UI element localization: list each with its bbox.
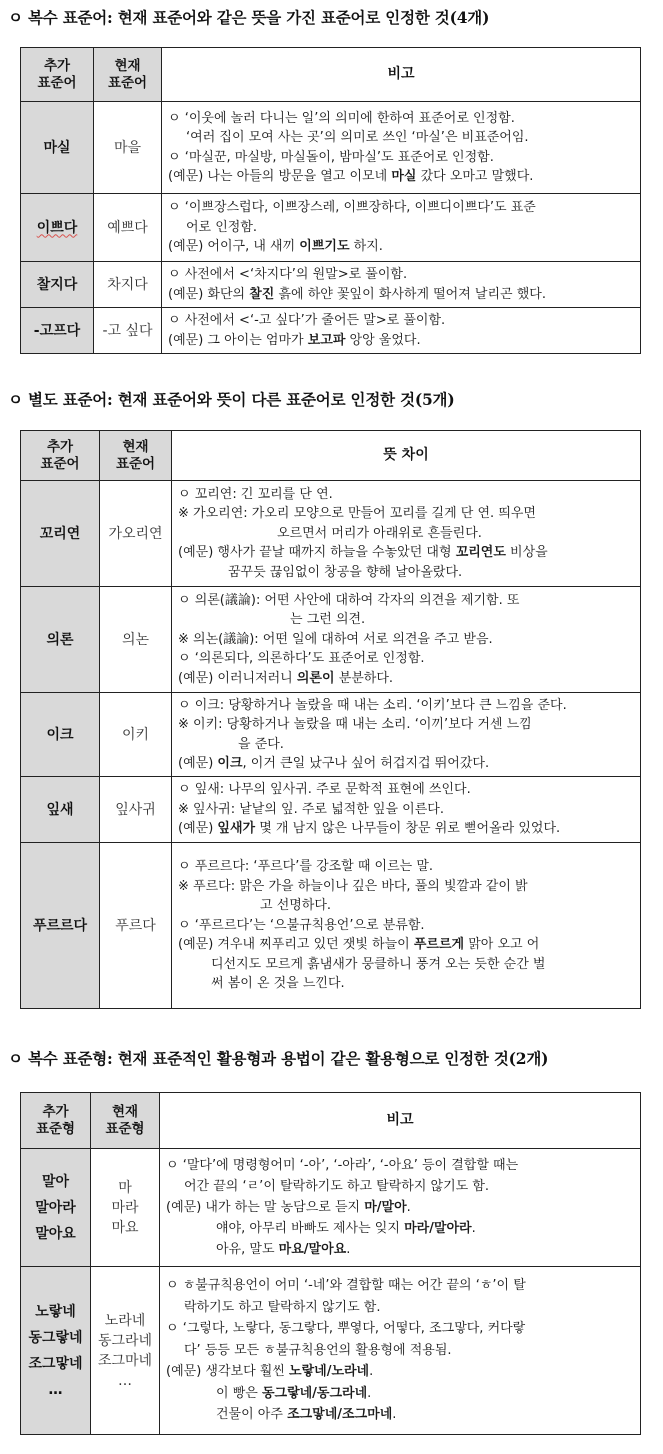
section1-title: ㅇ 복수 표준어: 현재 표준어와 같은 뜻을 가진 표준어로 인정한 것(4개) bbox=[8, 8, 490, 27]
example-line bbox=[178, 669, 634, 689]
note-line: 다’ 등등 모든 ㅎ불규칙용언의 활용형에 적용됨. bbox=[184, 1342, 452, 1358]
header-current bbox=[91, 1093, 160, 1149]
example-keyword: 보고파 bbox=[307, 332, 346, 348]
note-line: ㅇ ‘말다’에 명령형어미 ‘-아’, ‘-아라’, ‘-아요’ 등이 결합할 때는 bbox=[166, 1158, 519, 1173]
table-row bbox=[21, 587, 641, 693]
note-line: ㅇ ‘의론되다, 의론하다’도 표준어로 인정함. bbox=[178, 651, 425, 667]
current-word bbox=[91, 1267, 160, 1435]
note-line: ㅇ 잎새: 나무의 잎사귀. 주로 문학적 표현에 쓰인다. bbox=[178, 782, 471, 798]
section3-title: ㅇ 복수 표준형: 현재 표준적인 활용형과 용법이 같은 활용형으로 인정한 것(2개) bbox=[8, 1049, 549, 1068]
current-word: 차지다 bbox=[94, 262, 162, 308]
added-word bbox=[21, 194, 94, 262]
example-text: 몇 개 남지 않은 나무들이 창문 위로 뻗어올라 있었다. bbox=[255, 821, 561, 837]
note-line: ㅇ 사전에서 <‘차지다’의 원말>로 풀이함. bbox=[168, 267, 408, 282]
note-line: ㅇ 사전에서 <‘-고 싶다’가 줄어든 말>로 풀이함. bbox=[168, 313, 446, 328]
header-current-text: 현재 표준형 bbox=[105, 1103, 145, 1137]
example-text: . bbox=[367, 1385, 372, 1401]
note-cell bbox=[162, 194, 641, 262]
example-text: . bbox=[369, 1364, 374, 1380]
example-text: 얘야, 아무리 바빠도 제사는 잊지 bbox=[216, 1221, 405, 1236]
note-line: 오르면서 머리가 아래위로 흔들린다. bbox=[277, 525, 482, 541]
note-line: ㅇ ‘푸르르다’는 ‘으불규칙용언’으로 분류함. bbox=[178, 917, 425, 933]
example-text: (예문) 이러니저러니 bbox=[178, 670, 297, 686]
note-line: ㅇ 의론(議論): 어떤 사안에 대하여 각자의 의견을 제기함. 또 bbox=[178, 592, 520, 608]
header-note bbox=[162, 48, 641, 102]
note-line: 고 선명하다. bbox=[260, 898, 332, 914]
table-row bbox=[21, 843, 641, 1009]
added-word: 의론 bbox=[21, 587, 100, 693]
table-row bbox=[21, 308, 641, 354]
note-line: 꿈꾸듯 끊임없이 창공을 향해 날아올랐다. bbox=[228, 564, 463, 580]
example-line bbox=[178, 935, 634, 955]
example-line bbox=[166, 1383, 634, 1405]
current-word: 이키 bbox=[100, 693, 172, 777]
current-word bbox=[91, 1149, 160, 1267]
table-row bbox=[21, 1149, 641, 1267]
added-word bbox=[21, 1267, 91, 1435]
header-added bbox=[21, 1093, 91, 1149]
header-added bbox=[21, 431, 100, 481]
table-row bbox=[21, 1267, 641, 1435]
note-line: 디선지도 모르게 흙냄새가 뭉클하니 풍겨 오는 듯한 순간 벌 bbox=[211, 956, 546, 972]
header-note-text: 뜻 차이 bbox=[383, 447, 429, 463]
section2-table bbox=[20, 430, 641, 1009]
example-text: . bbox=[406, 1200, 411, 1215]
example-text: 비상을 bbox=[505, 545, 548, 561]
note-cell bbox=[162, 102, 641, 194]
note-line: 을 준다. bbox=[238, 736, 284, 752]
note-cell bbox=[172, 693, 641, 777]
example-text: (예문) 생각보다 훨씬 bbox=[166, 1364, 290, 1380]
header-current bbox=[100, 431, 172, 481]
example-text: . bbox=[392, 1407, 397, 1423]
note-line: ㅇ ㅎ불규칙용언이 어미 ‘-네’와 결합할 때는 어간 끝의 ‘ㅎ’이 탈 bbox=[166, 1278, 526, 1294]
header-added-text: 추가 표준어 bbox=[37, 57, 77, 91]
example-text: (예문) 화단의 bbox=[168, 286, 250, 302]
example-line bbox=[168, 237, 634, 257]
example-keyword: 동그랗네/동그라네 bbox=[261, 1385, 368, 1401]
added-word: 잎새 bbox=[21, 777, 100, 843]
example-text: (예문) 겨우내 찌푸리고 있던 잿빛 하늘이 bbox=[178, 937, 414, 953]
note-line: ※ 푸르다: 맑은 가을 하늘이나 깊은 바다, 풀의 빛깔과 같이 밝 bbox=[178, 878, 528, 894]
header-note bbox=[172, 431, 641, 481]
example-keyword: 잎새가 bbox=[217, 821, 256, 837]
note-cell bbox=[172, 777, 641, 843]
header-current-text: 현재 표준어 bbox=[107, 57, 148, 91]
header-note-text: 비고 bbox=[387, 66, 415, 82]
example-text: 갔다 오마고 말했다. bbox=[416, 169, 534, 184]
current-word-text: 노라네 동그라네 조그마네 … bbox=[97, 1312, 153, 1389]
example-keyword: 의론이 bbox=[296, 670, 335, 686]
example-text: (예문) bbox=[178, 821, 218, 837]
table-row bbox=[21, 194, 641, 262]
added-word: 찰지다 bbox=[21, 262, 94, 308]
example-keyword: 찰진 bbox=[249, 286, 275, 302]
example-keyword: 조그맣네/조그마네 bbox=[287, 1407, 393, 1423]
note-line: ‘여러 집이 모여 사는 곳’의 의미로 쓰인 ‘마실’은 비표준어임. bbox=[186, 130, 529, 145]
example-text: 분분하다. bbox=[334, 670, 394, 686]
example-keyword: 마실 bbox=[391, 169, 417, 184]
example-text: 아유, 말도 bbox=[216, 1242, 279, 1257]
example-line bbox=[166, 1197, 634, 1218]
example-text: (예문) 그 아이는 엄마가 bbox=[168, 332, 308, 348]
example-line bbox=[168, 331, 634, 351]
table-row bbox=[21, 693, 641, 777]
example-text: (예문) 내가 하는 말 농담으로 듣지 bbox=[166, 1200, 365, 1215]
section2-title: ㅇ 별도 표준어: 현재 표준어와 뜻이 다른 표준어로 인정한 것(5개) bbox=[8, 390, 455, 409]
example-text: (예문) 나는 아들의 방문을 열고 이모네 bbox=[168, 169, 392, 184]
current-word: 의논 bbox=[100, 587, 172, 693]
header-note-text: 비고 bbox=[386, 1112, 414, 1128]
example-keyword: 꼬리연도 bbox=[455, 545, 506, 561]
example-line bbox=[178, 754, 634, 774]
header-current-text: 현재 표준어 bbox=[115, 438, 156, 472]
example-text: 하지. bbox=[349, 239, 383, 255]
added-word: 꼬리연 bbox=[21, 481, 100, 587]
example-keyword: 이쁘기도 bbox=[299, 239, 350, 255]
note-line: ※ 잎사귀: 낱낱의 잎. 주로 넓적한 잎을 이른다. bbox=[178, 801, 444, 817]
note-cell bbox=[162, 262, 641, 308]
table-row bbox=[21, 481, 641, 587]
note-line: ㅇ 푸르르다: ‘푸르다’를 강조할 때 이르는 말. bbox=[178, 859, 434, 875]
table-row bbox=[21, 777, 641, 843]
note-line: ㅇ ‘마실꾼, 마실방, 마실돌이, 밤마실’도 표준어로 인정함. bbox=[168, 149, 494, 165]
example-line bbox=[178, 543, 634, 563]
example-text: (예문) 행사가 끝날 때까지 하늘을 수놓았던 대형 bbox=[178, 545, 456, 561]
header-note bbox=[160, 1093, 641, 1149]
added-word-text: 이쁘다 bbox=[36, 219, 78, 236]
note-line: 어로 인정함. bbox=[186, 219, 258, 235]
example-keyword: 푸르르게 bbox=[413, 937, 465, 953]
current-word: 마을 bbox=[94, 102, 162, 194]
example-text: (예문) bbox=[178, 756, 218, 771]
example-line bbox=[166, 1218, 634, 1239]
current-word: 푸르다 bbox=[100, 843, 172, 1009]
header-current bbox=[94, 48, 162, 102]
note-line: 어간 끝의 ‘ㄹ’이 탈락하기도 하고 탈락하지 않기도 함. bbox=[184, 1179, 490, 1194]
example-text: , 이거 큰일 났구나 싶어 허겁지겁 뛰어갔다. bbox=[242, 756, 490, 771]
example-text: . bbox=[471, 1221, 476, 1236]
note-cell bbox=[172, 481, 641, 587]
note-line: ※ 의논(議論): 어떤 일에 대하여 서로 의견을 주고 받음. bbox=[178, 631, 493, 647]
added-word-text: 노랗네 동그랗네 조그맣네 … bbox=[28, 1303, 83, 1398]
example-text: (예문) 어이구, 내 새끼 bbox=[168, 239, 300, 255]
current-word: 가오리연 bbox=[100, 481, 172, 587]
current-word: -고 싶다 bbox=[94, 308, 162, 354]
note-cell bbox=[172, 587, 641, 693]
note-cell bbox=[162, 308, 641, 354]
example-line bbox=[168, 285, 634, 305]
example-keyword: 마요/말아요 bbox=[278, 1242, 347, 1257]
example-text: 흙에 하얀 꽃잎이 화사하게 떨어져 날리곤 했다. bbox=[274, 286, 546, 302]
table-row bbox=[21, 262, 641, 308]
example-text: 이 빵은 bbox=[216, 1385, 262, 1401]
note-line: ㅇ ‘이쁘장스럽다, 이쁘장스레, 이쁘장하다, 이쁘디이쁘다’도 표준 bbox=[168, 200, 536, 216]
example-keyword: 노랗네/노라네 bbox=[289, 1364, 370, 1380]
added-word-text: 말아 말아라 말아요 bbox=[35, 1173, 76, 1242]
note-line: ※ 가오리연: 가오리 모양으로 만들어 꼬리를 길게 단 연. 띄우면 bbox=[178, 506, 536, 522]
note-line: ㅇ ‘그렇다, 노랗다, 동그랗다, 뿌옇다, 어떻다, 조그맣다, 커다랗 bbox=[166, 1321, 526, 1337]
section3-table bbox=[20, 1092, 641, 1435]
example-line bbox=[178, 819, 634, 839]
note-cell bbox=[160, 1149, 641, 1267]
example-line bbox=[166, 1361, 634, 1383]
note-line: 락하기도 하고 탈락하지 않기도 함. bbox=[184, 1299, 381, 1315]
header-added bbox=[21, 48, 94, 102]
added-word: 푸르르다 bbox=[21, 843, 100, 1009]
section1-table bbox=[20, 47, 641, 354]
example-text: 앙앙 울었다. bbox=[345, 332, 421, 348]
example-text: 맑아 오고 어 bbox=[464, 937, 540, 953]
note-line: ㅇ 이크: 당황하거나 놀랐을 때 내는 소리. ‘이키’보다 큰 느낌을 준다. bbox=[178, 697, 567, 713]
added-word: 마실 bbox=[21, 102, 94, 194]
example-keyword: 이크 bbox=[217, 756, 243, 771]
current-word-text: 마 마라 마요 bbox=[111, 1179, 139, 1236]
example-line bbox=[166, 1239, 634, 1260]
current-word: 예쁘다 bbox=[94, 194, 162, 262]
example-text: 건물이 아주 bbox=[216, 1407, 288, 1423]
note-line: 는 그런 의견. bbox=[290, 612, 366, 628]
added-word bbox=[21, 1149, 91, 1267]
example-text: . bbox=[346, 1242, 351, 1257]
note-line: ※ 이키: 당황하거나 놀랐을 때 내는 소리. ‘이끼’보다 거센 느낌 bbox=[178, 717, 532, 732]
added-word: -고프다 bbox=[21, 308, 94, 354]
note-cell bbox=[172, 843, 641, 1009]
current-word: 잎사귀 bbox=[100, 777, 172, 843]
note-cell bbox=[160, 1267, 641, 1435]
example-line bbox=[166, 1404, 634, 1426]
example-keyword: 마라/말아라 bbox=[404, 1221, 472, 1236]
header-added-text: 추가 표준어 bbox=[40, 438, 80, 472]
added-word: 이크 bbox=[21, 693, 100, 777]
example-keyword: 마/말아 bbox=[364, 1200, 407, 1215]
header-added-text: 추가 표준형 bbox=[35, 1103, 76, 1137]
table-row bbox=[21, 102, 641, 194]
note-line: 써 봄이 온 것을 느낀다. bbox=[211, 976, 345, 992]
note-line: ㅇ 꼬리연: 긴 꼬리를 단 연. bbox=[178, 486, 333, 502]
note-line: ㅇ ‘이웃에 놀러 다니는 일’의 의미에 한하여 표준어로 인정함. bbox=[168, 110, 515, 126]
example-line bbox=[168, 167, 634, 187]
